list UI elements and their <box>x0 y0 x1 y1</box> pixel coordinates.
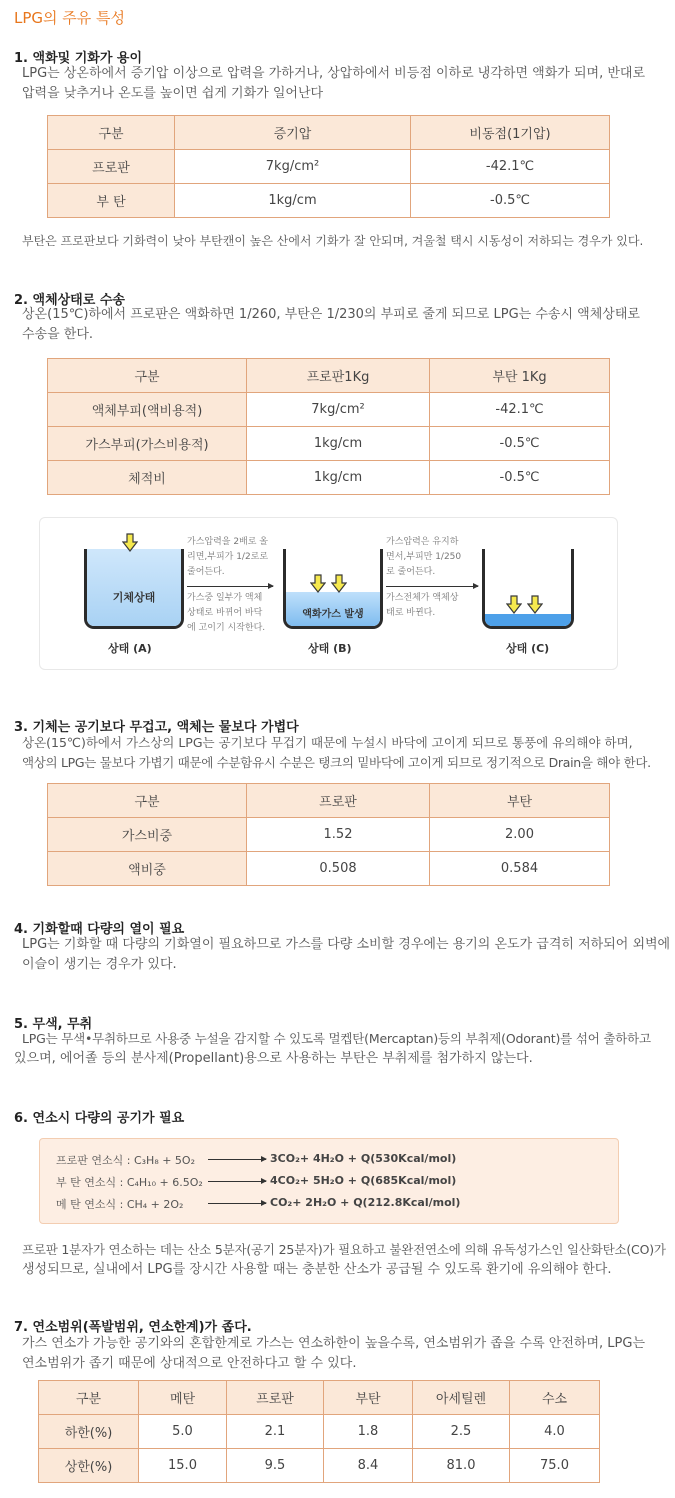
th-butane: 부탄 1Kg <box>430 359 610 393</box>
cell: 2.1 <box>227 1415 324 1449</box>
state-a-label: 상태 (A) <box>108 642 152 655</box>
row-label: 액체부피(액비용적) <box>48 393 247 427</box>
section-3-line-1: 상온(15℃)하에서 가스상의 LPG는 공기보다 무겁기 때문에 누설시 바닥에 고이게 되므로 통풍에 유의해야 하며, <box>22 735 633 750</box>
note-line: 로 줄어든다. <box>386 567 436 577</box>
note-line: 가스압력은 유지하 <box>386 537 459 547</box>
section-6-line-1: 프로판 1분자가 연소하는 데는 산소 5분자(공기 25분자)가 필요하고 불완전연소에 의해 유독성가스인 일산화탄소(CO)가 <box>22 1242 666 1257</box>
liquid-fill <box>485 614 571 626</box>
note-2a <box>386 535 461 580</box>
beaker-a-label: 기체상태 <box>112 591 156 604</box>
table-row <box>48 818 610 852</box>
section-7-line-2: 연소범위가 좁기 때문에 상대적으로 안전하다고 할 수 있다. <box>22 1356 357 1371</box>
section-6-line-2: 생성되므로, 실내에서 LPG를 장시간 사용할 때는 충분한 산소가 공급될 수 있도록 환기에 유의해야 한다. <box>22 1262 612 1277</box>
table-row <box>48 393 610 427</box>
cell: -0.5℃ <box>411 184 610 218</box>
note-1b <box>187 591 265 636</box>
cell: 0.508 <box>247 852 430 886</box>
section-4-line-1: LPG는 기화할 때 다량의 기화열이 필요하므로 가스를 다량 소비할 경우에는 용기의 온도가 급격히 저하되어 외벽에 <box>22 937 671 952</box>
table-row <box>39 1415 600 1449</box>
th-category: 구분 <box>48 359 247 393</box>
section-5-heading: 5. 무색, 무취 <box>14 1017 93 1032</box>
cell: 2.5 <box>413 1415 510 1449</box>
note-line: 가스중 일부가 액체 <box>187 593 263 603</box>
note-1a <box>187 535 268 580</box>
th-category: 구분 <box>39 1381 139 1415</box>
section-2-line-1: 상온(15℃)하에서 프로판은 액화하면 1/260, 부탄은 1/230의 부피로 줄게 되므로 LPG는 수송시 액체상태로 <box>22 307 640 322</box>
note-line: 면서,부피만 1/250 <box>386 552 462 562</box>
table-transport-volume <box>47 358 610 495</box>
row-label: 액비중 <box>48 852 247 886</box>
beaker-c <box>482 549 574 629</box>
equation-rhs: 4CO₂+ 5H₂O + Q(685Kcal/mol) <box>270 1174 457 1187</box>
arrow-right-icon <box>187 586 273 587</box>
note-line: 태로 바뀐다. <box>386 608 436 618</box>
table-vapor-pressure <box>47 115 610 218</box>
arrow-right-icon <box>208 1159 266 1160</box>
table-row <box>48 184 610 218</box>
section-7-heading: 7. 연소범위(폭발범위, 연소한계)가 좁다. <box>14 1320 252 1335</box>
cell: 1.52 <box>247 818 430 852</box>
cell: 1kg/cm <box>247 427 430 461</box>
section-4-heading: 4. 기화할때 다량의 열이 필요 <box>14 922 185 937</box>
beaker-a <box>84 549 184 629</box>
down-arrow-icon <box>527 595 543 615</box>
cell: -0.5℃ <box>430 427 610 461</box>
down-arrow-icon <box>331 574 347 594</box>
section-1-heading: 1. 액화및 기화가 용이 <box>14 51 143 66</box>
th-vapor-pressure: 증기압 <box>175 116 411 150</box>
note-line: 상태로 바뀌어 바닥 <box>187 608 263 618</box>
th-category: 구분 <box>48 116 175 150</box>
beaker-b-label: 액화가스 발생 <box>302 609 364 620</box>
arrow-right-icon <box>386 586 478 587</box>
row-label: 가스부피(가스비용적) <box>48 427 247 461</box>
cell: 0.584 <box>430 852 610 886</box>
cell: 15.0 <box>139 1449 227 1483</box>
equation-rhs: 3CO₂+ 4H₂O + Q(530Kcal/mol) <box>270 1152 457 1165</box>
th-boiling-point: 비동점(1기압) <box>411 116 610 150</box>
note-line: 리면,부피가 1/2로로 <box>187 552 269 562</box>
section-5-line-2: 있으며, 에어졸 등의 분사제(Propellant)용으로 사용하는 부탄은 부취제를 첨가하지 않는다. <box>14 1051 533 1066</box>
cell: 81.0 <box>413 1449 510 1483</box>
state-b-label: 상태 (B) <box>308 642 352 655</box>
table-row <box>48 427 610 461</box>
note-line: 줄어든다. <box>187 567 225 577</box>
row-label: 가스비중 <box>48 818 247 852</box>
equation-lhs: 메 탄 연소식 : CH₄ + 2O₂ <box>56 1198 184 1211</box>
table-row <box>39 1449 600 1483</box>
cell: 9.5 <box>227 1449 324 1483</box>
cell: 1.8 <box>324 1415 413 1449</box>
table-row <box>48 461 610 495</box>
th-butane: 부탄 <box>430 784 610 818</box>
arrow-right-icon <box>208 1203 266 1204</box>
th-category: 구분 <box>48 784 247 818</box>
table-specific-gravity <box>47 783 610 886</box>
section-4-line-2: 이슬이 생기는 경우가 있다. <box>22 957 177 972</box>
combustion-equations-box <box>39 1138 619 1224</box>
table-row <box>48 852 610 886</box>
down-arrow-icon <box>310 574 326 594</box>
cell: -0.5℃ <box>430 461 610 495</box>
equation-lhs: 프로판 연소식 : C₃H₈ + 5O₂ <box>56 1154 195 1167</box>
cell: -42.1℃ <box>411 150 610 184</box>
cell: 5.0 <box>139 1415 227 1449</box>
row-label: 체적비 <box>48 461 247 495</box>
cell: 8.4 <box>324 1449 413 1483</box>
row-label: 프로판 <box>48 150 175 184</box>
equation-rhs: CO₂+ 2H₂O + Q(212.8Kcal/mol) <box>270 1196 461 1209</box>
section-1-note: 부탄은 프로판보다 기화력이 낮아 부탄캔이 높은 산에서 기화가 잘 안되며, 겨울철 택시 시동성이 저하되는 경우가 있다. <box>22 234 644 248</box>
row-label: 하한(%) <box>39 1415 139 1449</box>
table-row <box>48 150 610 184</box>
cell: -42.1℃ <box>430 393 610 427</box>
note-line: 가스압력을 2배로 올 <box>187 537 269 547</box>
cell: 2.00 <box>430 818 610 852</box>
section-3-heading: 3. 기체는 공기보다 무겁고, 액체는 물보다 가볍다 <box>14 720 299 735</box>
row-label: 부 탄 <box>48 184 175 218</box>
cell: 7kg/cm² <box>175 150 411 184</box>
cell: 75.0 <box>510 1449 600 1483</box>
th-hydrogen: 수소 <box>510 1381 600 1415</box>
equation-lhs: 부 탄 연소식 : C₄H₁₀ + 6.5O₂ <box>56 1176 203 1189</box>
note-2b <box>386 591 458 621</box>
note-line: 가스전체가 액체상 <box>386 593 459 603</box>
th-methane: 메탄 <box>139 1381 227 1415</box>
cell: 4.0 <box>510 1415 600 1449</box>
section-6-heading: 6. 연소시 다량의 공기가 필요 <box>14 1111 185 1126</box>
th-propane: 프로판1Kg <box>247 359 430 393</box>
cell: 1kg/cm <box>175 184 411 218</box>
note-line: 에 고이기 시작한다. <box>187 623 266 633</box>
cell: 7kg/cm² <box>247 393 430 427</box>
th-butane: 부탄 <box>324 1381 413 1415</box>
down-arrow-icon <box>122 533 138 553</box>
gas-fill <box>87 549 181 626</box>
section-7-line-1: 가스 연소가 가능한 공기와의 혼합한계로 가스는 연소하한이 높을수록, 연소범위가 좁을 수록 안전하며, LPG는 <box>22 1336 646 1351</box>
down-arrow-icon <box>506 595 522 615</box>
arrow-right-icon <box>208 1181 266 1182</box>
table-flammability-range <box>38 1380 600 1483</box>
row-label: 상한(%) <box>39 1449 139 1483</box>
section-2-line-2: 수송을 한다. <box>22 327 94 342</box>
section-5-line-1: LPG는 무색•무취하므로 사용중 누설을 감지할 수 있도록 멀켑탄(Mercaptan)등의 부취제(Odorant)를 섞어 출하하고 <box>22 1031 651 1046</box>
section-1-line-2: 압력을 낮추거나 온도를 높이면 쉽게 기화가 일어난다 <box>22 86 324 101</box>
page-title: LPG의 주유 특성 <box>14 9 126 27</box>
cell: 1kg/cm <box>247 461 430 495</box>
section-3-line-2: 액상의 LPG는 물보다 가볍기 때문에 수분함유시 수분은 탱크의 밑바닥에 고이게 되므로 정기적으로 Drain을 해야 한다. <box>22 755 651 770</box>
th-acetylene: 아세틸렌 <box>413 1381 510 1415</box>
section-2-heading: 2. 액체상태로 수송 <box>14 293 125 308</box>
th-propane: 프로판 <box>247 784 430 818</box>
state-c-label: 상태 (C) <box>506 642 550 655</box>
section-1-line-1: LPG는 상온하에서 증기압 이상으로 압력을 가하거나, 상압하에서 비등점 이하로 냉각하면 액화가 되며, 반대로 <box>22 66 646 81</box>
th-propane: 프로판 <box>227 1381 324 1415</box>
liquefaction-diagram <box>39 517 618 670</box>
